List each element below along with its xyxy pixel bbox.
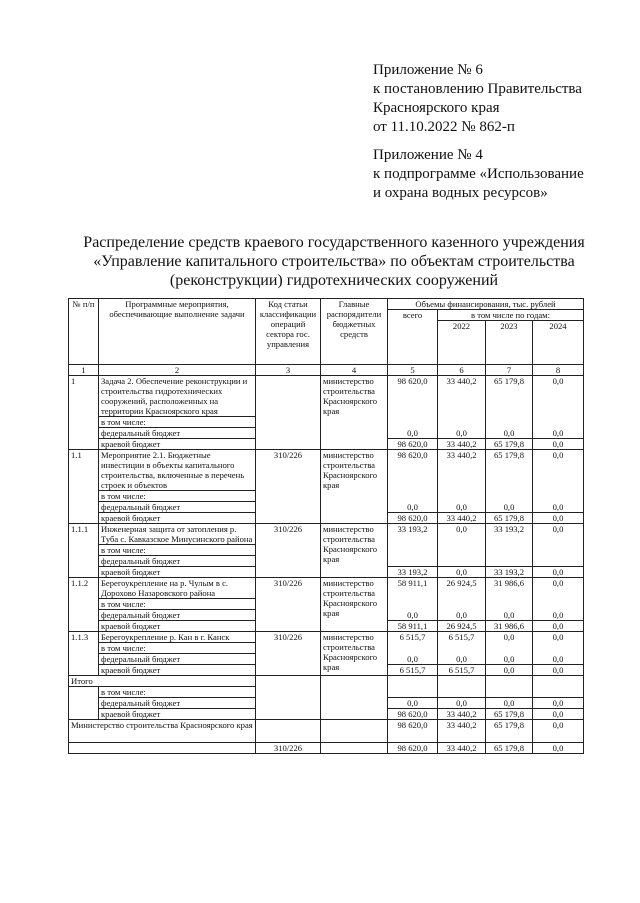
value-2022: 33 440,2 (438, 513, 486, 524)
article-code: 310/226 (256, 632, 321, 676)
value-2023: 0,0 (486, 502, 533, 513)
empty-cell (321, 743, 388, 754)
appendix-6-line1: Приложение № 6 (373, 62, 483, 78)
value-2022: 0,0 (438, 524, 486, 545)
title-line3: (реконструкции) гидротехнических сооружений (169, 272, 499, 289)
value-2024: 0,0 (533, 610, 584, 621)
value-2023: 0,0 (486, 610, 533, 621)
empty-cell (388, 676, 438, 687)
empty-cell (438, 643, 486, 654)
header-2022: 2022 (438, 321, 486, 365)
header-by-year: в том числе по годам: (438, 310, 584, 321)
value-total: 98 620,0 (388, 376, 438, 417)
value-2023: 33 193,2 (486, 524, 533, 545)
value-total: 0,0 (388, 502, 438, 513)
value-2023: 65 179,8 (486, 743, 533, 754)
value-2024: 0,0 (533, 632, 584, 643)
value-2023: 65 179,8 (486, 720, 533, 743)
value-total: 0,0 (388, 654, 438, 665)
total-incl-row (69, 687, 584, 698)
empty-cell (388, 417, 438, 428)
federal-label: федеральный бюджет (99, 556, 256, 567)
code-total-row (69, 743, 584, 754)
value-2023: 0,0 (486, 654, 533, 665)
incl-label: в том числе: (99, 687, 256, 698)
value-2024: 0,0 (533, 578, 584, 599)
title-line1: Распределение средств краевого государственного казенного учреждения (83, 234, 585, 251)
incl-label: в том числе: (99, 599, 256, 610)
empty-cell (486, 687, 533, 698)
federal-label: федеральный бюджет (99, 698, 256, 709)
value-total: 6 515,7 (388, 665, 438, 676)
appendix-4-line1: Приложение № 4 (373, 147, 483, 163)
empty-cell (321, 709, 388, 720)
col-number: 1 (69, 365, 99, 376)
article-code: 310/226 (256, 450, 321, 524)
empty-cell (438, 687, 486, 698)
row-number: 1 (69, 376, 99, 450)
value-2022: 0,0 (438, 654, 486, 665)
header-volumes: Объемы финансирования, тыс. рублей (388, 299, 584, 310)
empty-cell (321, 687, 388, 698)
header-activities: Программные мероприятия, обеспечивающие выполнение задачи (99, 299, 256, 365)
value-2022: 26 924,5 (438, 578, 486, 599)
federal-label: федеральный бюджет (99, 654, 256, 665)
appendix-6-line2: к постановлению Правительства (373, 81, 582, 97)
value-2022: 0,0 (438, 610, 486, 621)
value-total: 98 620,0 (388, 709, 438, 720)
header-row-1 (69, 299, 584, 310)
row-number: 1.1 (69, 450, 99, 524)
value-2022: 33 440,2 (438, 720, 486, 743)
column-numbers-row (69, 365, 584, 376)
value-2023: 65 179,8 (486, 439, 533, 450)
empty-cell (256, 676, 321, 687)
incl-label: в том числе: (99, 545, 256, 556)
col-number: 5 (388, 365, 438, 376)
empty-cell (69, 743, 256, 754)
empty-cell (486, 599, 533, 610)
federal-label: федеральный бюджет (99, 610, 256, 621)
value-2022: 0,0 (438, 567, 486, 578)
empty-cell (256, 687, 321, 698)
empty-cell (486, 545, 533, 556)
value-total: 33 193,2 (388, 524, 438, 545)
value-2024: 0,0 (533, 439, 584, 450)
value-2023: 0,0 (486, 665, 533, 676)
col-number: 8 (533, 365, 584, 376)
regional-label: краевой бюджет (99, 665, 256, 676)
empty-cell (533, 687, 584, 698)
value-2023: 0,0 (486, 632, 533, 643)
appendix-6-header (373, 61, 582, 137)
row-number: 1.1.2 (69, 578, 99, 632)
empty-cell (438, 676, 486, 687)
empty-cell (256, 709, 321, 720)
empty-cell (533, 676, 584, 687)
empty-cell (256, 720, 321, 743)
total-label: Итого (69, 676, 256, 687)
article-code (256, 376, 321, 450)
value-2022: 33 440,2 (438, 376, 486, 417)
empty-cell (486, 676, 533, 687)
block-main-row (69, 524, 584, 545)
value-2022: 0,0 (438, 698, 486, 709)
empty-cell (388, 545, 438, 556)
value-2022: 33 440,2 (438, 450, 486, 491)
header-code: Код статьи классификации операций сектора гос. управления (256, 299, 321, 365)
value-2024: 0,0 (533, 621, 584, 632)
value-total: 98 620,0 (388, 450, 438, 491)
value-2024 (533, 556, 584, 567)
value-2022: 26 924,5 (438, 621, 486, 632)
value-total: 0,0 (388, 428, 438, 439)
article-code: 310/226 (256, 578, 321, 632)
incl-label: в том числе: (99, 491, 256, 502)
value-2023: 31 986,6 (486, 578, 533, 599)
regional-label: краевой бюджет (99, 621, 256, 632)
value-2022: 0,0 (438, 428, 486, 439)
row-number: 1.1.1 (69, 524, 99, 578)
value-2024: 0,0 (533, 743, 584, 754)
total-federal-row (69, 698, 584, 709)
empty-cell (533, 545, 584, 556)
value-2024: 0,0 (533, 513, 584, 524)
total-regional-row (69, 709, 584, 720)
empty-cell (438, 491, 486, 502)
value-2024: 0,0 (533, 428, 584, 439)
empty-cell (321, 676, 388, 687)
block-main-row (69, 578, 584, 599)
title-line2: «Управление капитального строительства» по объектам строительства (93, 253, 575, 270)
manager-name: министерство строительства Красноярского края (321, 524, 388, 578)
value-2023: 65 179,8 (486, 709, 533, 720)
header-num: № п/п (69, 299, 99, 365)
article-code: 310/226 (256, 524, 321, 578)
value-2022 (438, 556, 486, 567)
document-title (60, 233, 608, 290)
header-2023: 2023 (486, 321, 533, 365)
value-2022: 0,0 (438, 502, 486, 513)
empty-cell (256, 698, 321, 709)
empty-cell (486, 417, 533, 428)
col-number: 4 (321, 365, 388, 376)
value-total: 58 911,1 (388, 578, 438, 599)
appendix-4-header (373, 146, 584, 203)
manager-name: министерство строительства Красноярского края (321, 450, 388, 524)
empty-cell (438, 599, 486, 610)
total-label-row (69, 676, 584, 687)
value-2024: 0,0 (533, 698, 584, 709)
appendix-6-line4: от 11.10.2022 № 862-п (373, 119, 515, 135)
value-total: 98 620,0 (388, 439, 438, 450)
value-total: 98 620,0 (388, 513, 438, 524)
value-2022: 33 440,2 (438, 743, 486, 754)
value-total: 6 515,7 (388, 632, 438, 643)
value-2023: 31 986,6 (486, 621, 533, 632)
regional-label: краевой бюджет (99, 513, 256, 524)
col-number: 2 (99, 365, 256, 376)
value-2023: 65 179,8 (486, 450, 533, 491)
empty-cell (69, 687, 99, 720)
empty-cell (533, 491, 584, 502)
value-2023: 33 193,2 (486, 567, 533, 578)
value-2024: 0,0 (533, 376, 584, 417)
value-2024: 0,0 (533, 450, 584, 491)
empty-cell (321, 698, 388, 709)
appendix-6-line3: Красноярского края (373, 100, 500, 116)
value-2022: 33 440,2 (438, 709, 486, 720)
federal-label: федеральный бюджет (99, 502, 256, 513)
activity-name: Берегоукрепление на р. Чулым в с. Дорохово Назаровского района (99, 578, 256, 599)
empty-cell (388, 643, 438, 654)
manager-name: министерство строительства Красноярского края (321, 376, 388, 450)
value-total: 0,0 (388, 698, 438, 709)
block-main-row (69, 450, 584, 491)
empty-cell (486, 491, 533, 502)
financing-table (68, 298, 584, 754)
col-number: 7 (486, 365, 533, 376)
activity-name: Мероприятие 2.1. Бюджетные инвестиции в объекты капитального строительства, включенные в перечень строек и объектов (99, 450, 256, 491)
value-2024: 0,0 (533, 524, 584, 545)
activity-name: Инженерная защита от затопления р. Туба с. Кавказское Минусинского района (99, 524, 256, 545)
value-total: 58 911,1 (388, 621, 438, 632)
empty-cell (321, 720, 388, 743)
row-number: 1.1.3 (69, 632, 99, 676)
empty-cell (533, 643, 584, 654)
regional-label: краевой бюджет (99, 567, 256, 578)
manager-name: министерство строительства Красноярского края (321, 632, 388, 676)
value-total: 0,0 (388, 610, 438, 621)
value-2022: 6 515,7 (438, 665, 486, 676)
value-2023: 65 179,8 (486, 513, 533, 524)
col-number: 3 (256, 365, 321, 376)
value-2023: 0,0 (486, 698, 533, 709)
block-main-row (69, 632, 584, 643)
value-2023 (486, 556, 533, 567)
federal-label: федеральный бюджет (99, 428, 256, 439)
appendix-4-line2: к подпрограмме «Использование (373, 166, 584, 182)
empty-cell (438, 545, 486, 556)
activity-name: Задача 2. Обеспечение реконструкции и строительства гидротехнических сооружений, расположенных на территории Красноярского края (99, 376, 256, 417)
value-2022: 6 515,7 (438, 632, 486, 643)
article-code: 310/226 (256, 743, 321, 754)
empty-cell (438, 417, 486, 428)
empty-cell (388, 599, 438, 610)
empty-cell (533, 599, 584, 610)
value-2024: 0,0 (533, 567, 584, 578)
incl-label: в том числе: (99, 643, 256, 654)
value-2024: 0,0 (533, 709, 584, 720)
header-total: всего (388, 310, 438, 365)
value-total: 33 193,2 (388, 567, 438, 578)
block-main-row (69, 376, 584, 417)
value-2024: 0,0 (533, 654, 584, 665)
ministry-total-row (69, 720, 584, 743)
value-2022: 33 440,2 (438, 439, 486, 450)
value-2024: 0,0 (533, 502, 584, 513)
empty-cell (388, 491, 438, 502)
empty-cell (486, 643, 533, 654)
appendix-4-line3: и охрана водных ресурсов» (373, 185, 548, 201)
header-managers: Главные распорядители бюджетных средств (321, 299, 388, 365)
value-total: 98 620,0 (388, 720, 438, 743)
empty-cell (533, 417, 584, 428)
regional-label: краевой бюджет (99, 709, 256, 720)
value-2023: 0,0 (486, 428, 533, 439)
col-number: 6 (438, 365, 486, 376)
value-2023: 65 179,8 (486, 376, 533, 417)
empty-cell (388, 687, 438, 698)
incl-label: в том числе: (99, 417, 256, 428)
value-2024: 0,0 (533, 665, 584, 676)
activity-name: Берегоукрепление р. Кан в г. Канск (99, 632, 256, 643)
value-2024: 0,0 (533, 720, 584, 743)
value-total (388, 556, 438, 567)
regional-label: краевой бюджет (99, 439, 256, 450)
header-2024: 2024 (533, 321, 584, 365)
ministry-total-label: Министерство строительства Красноярского края (69, 720, 256, 743)
value-total: 98 620,0 (388, 743, 438, 754)
manager-name: министерство строительства Красноярского края (321, 578, 388, 632)
